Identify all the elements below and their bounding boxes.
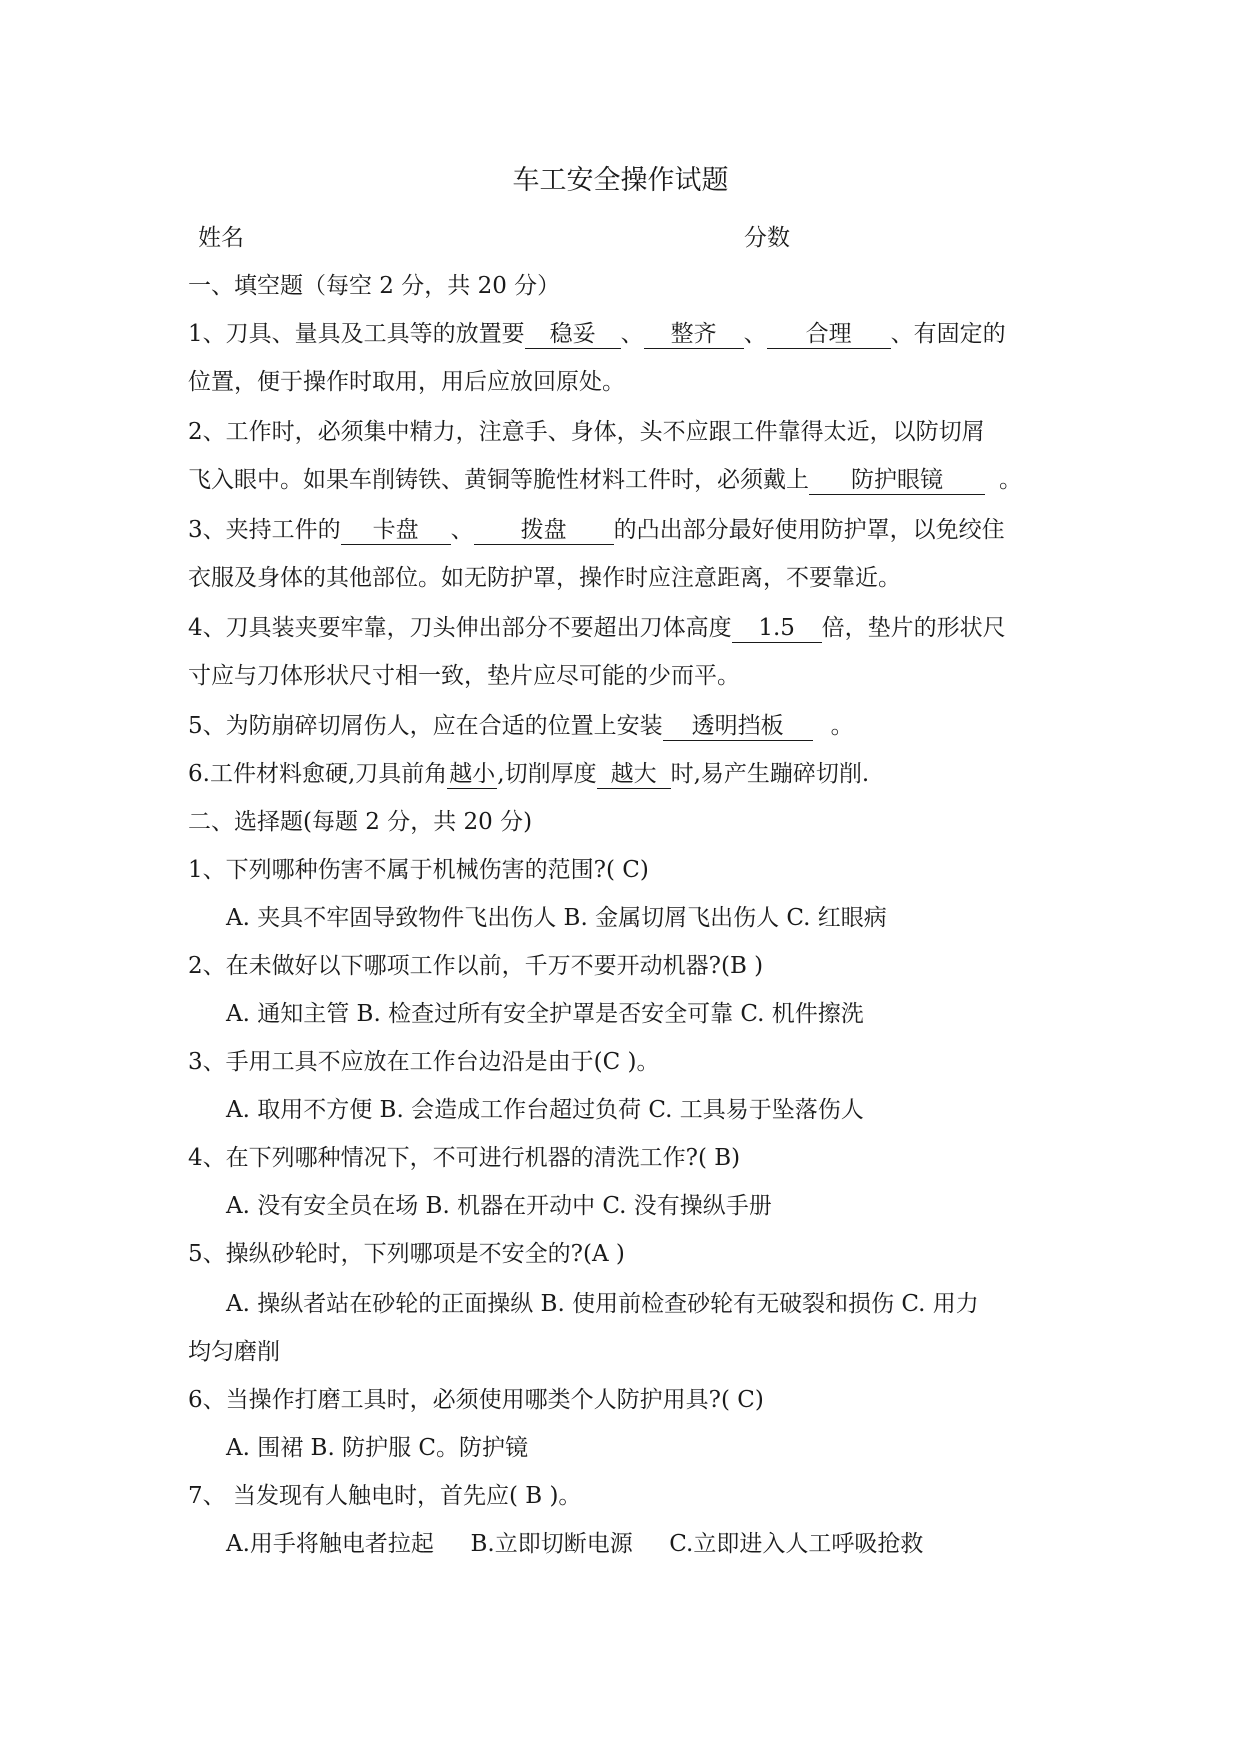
- answer-blank: 防护眼镜: [809, 466, 985, 495]
- choice-q3: 3、手用工具不应放在工作台边沿是由于(C )。: [188, 1049, 660, 1075]
- answer-blank: 1.5: [732, 614, 822, 643]
- answer-blank: 透明挡板: [663, 712, 813, 741]
- page-title: 车工安全操作试题: [512, 165, 729, 196]
- fill-q2-cont: 飞入眼中。如果车削铸铁、黄铜等脆性材料工件时，必须戴上 防护眼镜 。: [188, 467, 1022, 493]
- answer-blank: 稳妥: [525, 320, 621, 349]
- answer-blank: 卡盘: [341, 516, 451, 545]
- choice-q5-options: A. 操纵者站在砂轮的正面操纵 B. 使用前检查砂轮有无破裂和损伤 C. 用力: [226, 1291, 979, 1317]
- fill-q2: 2、工作时，必须集中精力，注意手、身体，头不应跟工件靠得太近，以防切屑: [188, 419, 985, 445]
- fill-q3-cont: 衣服及身体的其他部位。如无防护罩，操作时应注意距离，不要靠近。: [188, 565, 901, 591]
- choice-q2: 2、在未做好以下哪项工作以前，千万不要开动机器?(B ): [188, 953, 764, 979]
- fill-q1: 1、刀具、量具及工具等的放置要 稳妥 、 整齐 、 合理 、有固定的: [188, 321, 1006, 347]
- choice-q3-options: A. 取用不方便 B. 会造成工作台超过负荷 C. 工具易于坠落伤人: [226, 1097, 864, 1123]
- score-label: 分数: [744, 225, 790, 251]
- choice-q2-options: A. 通知主管 B. 检查过所有安全护罩是否安全可靠 C. 机件擦洗: [226, 1001, 864, 1027]
- fill-q4: 4、刀具装夹要牢靠，刀头伸出部分不要超出刀体高度 1.5 倍，垫片的形状尺: [188, 615, 1006, 641]
- header-row: [198, 222, 1078, 254]
- choice-q7-options: A.用手将触电者拉起 B.立即切断电源 C.立即进入人工呼吸抢救: [226, 1531, 924, 1557]
- fill-q4-cont: 寸应与刀体形状尺寸相一致，垫片应尽可能的少而平。: [188, 663, 740, 689]
- choice-q5: 5、操纵砂轮时，下列哪项是不安全的?(A ): [188, 1241, 625, 1267]
- section1-heading: 一、填空题（每空 2 分，共 20 分）: [188, 273, 561, 299]
- choice-q5-options-cont: 均匀磨削: [188, 1339, 280, 1365]
- answer-blank: 合理: [767, 320, 891, 349]
- choice-q7: 7、 当发现有人触电时，首先应( B )。: [188, 1483, 582, 1509]
- choice-q6-options: A. 围裙 B. 防护服 C。防护镜: [226, 1435, 528, 1461]
- answer-blank: 拨盘: [474, 516, 614, 545]
- fill-q6: 6.工件材料愈硬,刀具前角越小,切削厚度 越大 时,易产生蹦碎切削.: [188, 761, 870, 787]
- choice-q1-options: A. 夹具不牢固导致物件飞出伤人 B. 金属切屑飞出伤人 C. 红眼病: [226, 905, 887, 931]
- choice-q6: 6、当操作打磨工具时，必须使用哪类个人防护用具?( C): [188, 1387, 764, 1413]
- answer-blank: 越小: [449, 761, 496, 787]
- answer-blank: 越大: [597, 760, 671, 789]
- fill-q1-cont: 位置，便于操作时取用，用后应放回原处。: [188, 369, 625, 395]
- choice-q4: 4、在下列哪种情况下，不可进行机器的清洗工作?( B): [188, 1145, 741, 1171]
- fill-q3: 3、夹持工件的 卡盘 、 拨盘 的凸出部分最好使用防护罩，以免绞住: [188, 517, 1005, 543]
- fill-q5: 5、为防崩碎切屑伤人，应在合适的位置上安装 透明挡板 。: [188, 713, 854, 739]
- section2-heading: 二、选择题(每题 2 分，共 20 分): [188, 809, 533, 835]
- choice-q4-options: A. 没有安全员在场 B. 机器在开动中 C. 没有操纵手册: [226, 1193, 772, 1219]
- name-label: 姓名: [198, 225, 244, 251]
- choice-q1: 1、下列哪种伤害不属于机械伤害的范围?( C): [188, 857, 649, 883]
- answer-blank: 整齐: [644, 320, 744, 349]
